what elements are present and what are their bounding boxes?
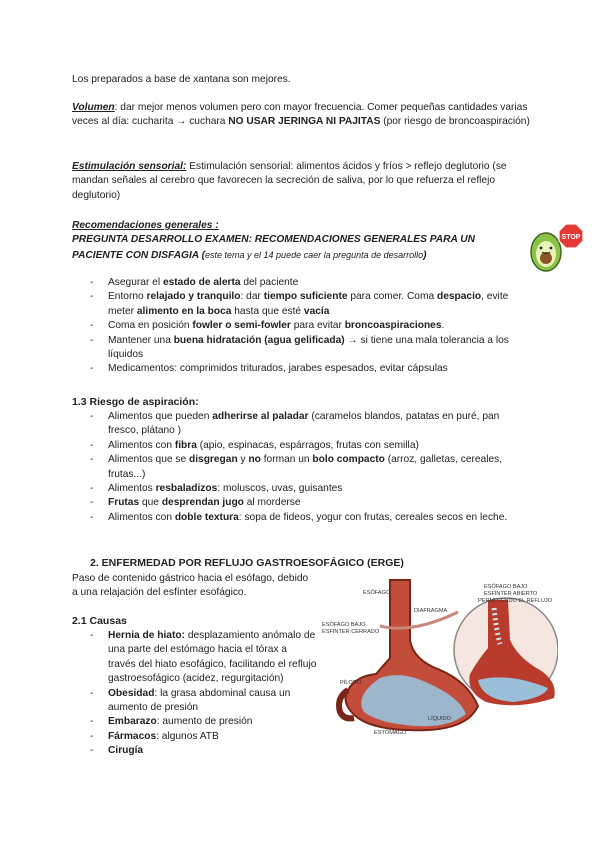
item-text: (caramelos blandos, patatas en puré, pan fresco, plátano ) — [108, 411, 500, 437]
label-cerrado-1: ESÓFAGO BAJO — [322, 622, 366, 628]
causas-title: 2.1 Causas — [72, 615, 127, 627]
riesgo-title: 1.3 Riesgo de aspiración: — [72, 396, 199, 408]
item-text: . — [441, 320, 445, 332]
volumen-paragraph — [72, 101, 532, 130]
item-bold-text: bolo compacto — [312, 454, 385, 466]
item-bold-text: adherirse al paladar — [212, 411, 309, 422]
bullet-dash: - — [90, 439, 94, 451]
label-piloro: PÍLORO — [340, 680, 362, 686]
riesgo-list — [72, 410, 532, 525]
item-text: Asegurar el — [108, 277, 163, 288]
item-bold-text: relajado y tranquilo — [146, 291, 241, 303]
label-abierto-1: ESÓFAGO BAJO — [484, 584, 528, 590]
item-text: Coma en posición — [108, 320, 193, 332]
exam-question: PREGUNTA DESARROLLO EXAMEN: RECOMENDACIONES GENERALES PARA UN PACIENTE CON DISFAGIA ( — [72, 234, 475, 261]
list-item — [72, 482, 532, 496]
item-bold-text: Obesidad — [108, 687, 155, 699]
volumen-label: Volumen — [72, 102, 115, 113]
item-text: , evite meter — [108, 291, 509, 317]
reflux-diagram — [318, 578, 558, 738]
estimulacion-label: Estimulación sensorial: — [72, 161, 187, 172]
item-text: del paciente — [240, 277, 299, 288]
estimulacion-text: Estimulación sensorial: alimentos ácidos y fríos > reflejo deglutorio (se mandan señales al cerebro que favorecen la secreción de saliva, por lo que refuerza el reflejo deglutorio) — [72, 161, 507, 201]
bullet-dash: - — [90, 745, 94, 757]
list-item — [72, 453, 532, 482]
recomendaciones-list — [72, 276, 532, 377]
item-text: para comer. Coma — [347, 291, 437, 303]
bullet-dash: - — [90, 716, 94, 728]
bullet-dash: - — [90, 320, 94, 332]
erge-title: 2. ENFERMEDAD POR REFLUJO GASTROESOFÁGICO (ERGE) — [90, 557, 404, 569]
item-text: que — [139, 497, 162, 509]
item-text: : la grasa abdominal causa un aumento de presión — [108, 687, 291, 714]
item-bold-text: broncoaspiraciones — [344, 320, 442, 332]
item-text: Alimentos que pueden — [108, 411, 213, 422]
item-bold-text: despacio — [436, 291, 482, 303]
volumen-tail: (por riesgo de broncoaspiración) — [380, 116, 530, 128]
list-item — [72, 744, 317, 758]
item-bold-text: Hernia de hiato: — [108, 630, 185, 641]
bullet-dash: - — [90, 497, 94, 509]
bullet-dash: - — [90, 630, 94, 641]
label-cerrado-2: ESFÍNTER CERRADO — [322, 629, 380, 635]
item-bold-text: fowler o semi-fowler — [192, 320, 291, 332]
list-item — [72, 496, 532, 510]
item-bold-text: no — [248, 454, 261, 466]
item-text: Alimentos que se — [108, 454, 189, 466]
exam-close: ) — [423, 249, 427, 261]
list-item — [72, 276, 532, 290]
intro-text: Los preparados a base de xantana son mejores. — [72, 74, 291, 85]
bullet-dash: - — [90, 363, 94, 375]
list-item — [72, 439, 532, 453]
item-bold-text: estado de alerta — [162, 277, 241, 288]
volumen-bold: NO USAR JERINGA NI PAJITAS — [228, 116, 381, 128]
list-item — [72, 687, 317, 716]
item-bold-text: disgregan — [188, 454, 238, 466]
bullet-dash: - — [90, 334, 94, 346]
list-item — [72, 629, 317, 687]
list-item — [72, 319, 532, 333]
item-bold-text: Frutas — [108, 497, 140, 509]
item-bold-text: fibra — [174, 439, 197, 451]
recomendaciones-heading — [72, 219, 520, 263]
item-text: y — [237, 454, 249, 466]
item-bold-text: Embarazo — [108, 716, 157, 728]
label-abierto-3: PERMITIENDO EL REFLUJO — [478, 598, 553, 604]
item-text: hasta que esté — [231, 305, 304, 317]
bullet-dash: - — [90, 483, 94, 495]
erge-text: Paso de contenido gástrico hacia el esófago, debido a una relajación del esfínter esofágico. — [72, 573, 309, 599]
item-text: al morderse — [243, 497, 301, 509]
item-text: Medicamentos: comprimidos triturados, jarabes espesados, evitar cápsulas — [108, 363, 448, 375]
list-item — [72, 715, 317, 729]
item-text: (arroz, galletas, cereales, frutas...) — [108, 454, 503, 480]
item-bold-text: Fármacos — [108, 730, 157, 742]
list-item — [72, 410, 532, 439]
item-text: Alimentos con — [108, 439, 175, 451]
item-bold-text: desprendan jugo — [161, 497, 244, 509]
item-bold-text: tiempo suficiente — [263, 291, 348, 303]
bullet-dash: - — [90, 454, 94, 466]
item-text: : aumento de presión — [156, 716, 253, 728]
item-text: (apio, espinacas, espárragos, frutas con semilla) — [196, 439, 419, 451]
label-abierto-2: ESFÍNTER ABIERTO — [484, 591, 538, 597]
item-bold-text: doble textura — [174, 511, 239, 523]
bullet-dash: - — [90, 291, 94, 303]
bullet-dash: - — [90, 411, 94, 422]
item-bold-text: resbaladizos — [155, 483, 218, 495]
item-text: : dar — [240, 291, 264, 303]
item-bold-text: alimento en la boca — [136, 305, 232, 317]
bullet-dash: - — [90, 277, 94, 288]
item-text: para evitar — [290, 320, 345, 332]
stop-text: STOP — [561, 234, 581, 241]
label-esofago: ESÓFAGO — [363, 590, 391, 596]
item-text: Alimentos — [108, 483, 156, 495]
list-item — [72, 511, 532, 525]
label-estomago: ESTÓMAGO — [374, 730, 407, 736]
list-item — [72, 362, 532, 376]
item-text: Entorno — [108, 291, 147, 303]
causas-list — [72, 629, 317, 759]
label-liquido: LÍQUIDO — [428, 716, 452, 722]
item-text: Alimentos con — [108, 511, 175, 523]
exam-note: este tema y el 14 puede caer la pregunta de desarrollo — [205, 249, 424, 260]
item-text: Mantener una — [108, 334, 174, 346]
item-bold-text: vacía — [303, 305, 330, 317]
bullet-dash: - — [90, 687, 94, 699]
bullet-dash: - — [90, 730, 94, 742]
item-text: forman un — [260, 454, 313, 466]
item-bold-text: Cirugía — [108, 745, 144, 757]
list-item — [72, 730, 317, 744]
bullet-dash: - — [90, 511, 94, 523]
item-bold-text: buena hidratación (agua gelificada) — [173, 334, 345, 346]
recomendaciones-label: Recomendaciones generales : — [72, 220, 219, 231]
item-text: desplazamiento anómalo de una parte del estómago hacia el tórax a través del hiato esofágico, facilitando el reflujo gastroesofágico (acidez, regurgitación) — [108, 630, 317, 685]
avocado-stop-sticker-icon — [526, 222, 584, 274]
item-text: → si tiene una mala tolerancia a los líquidos — [108, 334, 509, 361]
list-item — [72, 290, 532, 319]
volumen-text: : dar mejor menos volumen pero con mayor frecuencia. Comer pequeñas cantidades varias veces al día: cucharita → cuchara — [72, 102, 528, 128]
item-text: : algunos ATB — [156, 730, 219, 742]
estimulacion-paragraph — [72, 160, 532, 203]
list-item — [72, 334, 532, 363]
item-text: : sopa de fideos, yogur con frutas, cereales secos en leche. — [238, 511, 508, 523]
label-diafragma: DIAFRAGMA — [414, 608, 448, 614]
item-text: : moluscos, uvas, guisantes — [217, 483, 343, 495]
